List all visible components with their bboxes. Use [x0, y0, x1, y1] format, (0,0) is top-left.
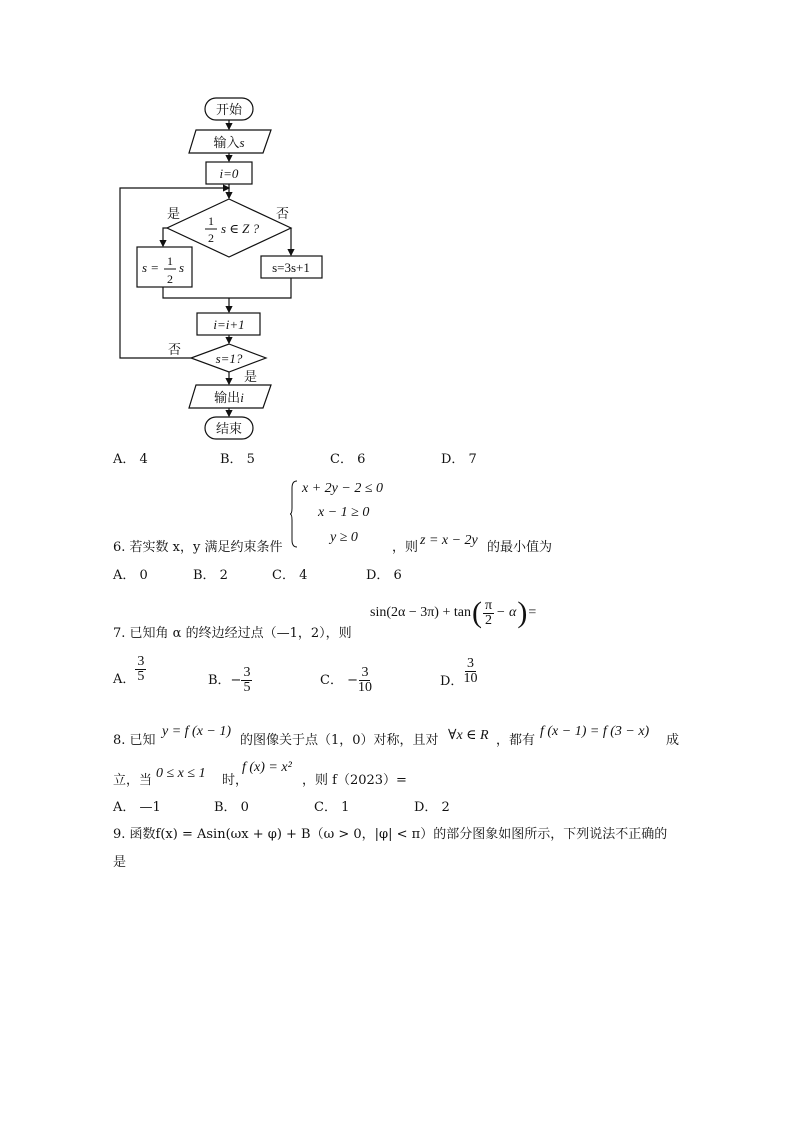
q8-option-b[interactable]: B． 0: [214, 800, 249, 815]
q8-line1-b: 的图像关于点（1，0）对称，且对: [240, 733, 439, 748]
flow-cond1-frac-den: 2: [208, 231, 214, 245]
q7-option-a[interactable]: [113, 650, 146, 688]
flow-yes-label-2: 是: [244, 369, 258, 384]
flow-cond1-frac-num: 1: [208, 214, 214, 228]
q9-line1: 9. 函数f(x) = Asin(ωx + φ) + B（ω > 0，|φ| < π）的部分图象如图所示，下列说法不正确的: [113, 827, 668, 842]
q6-constraint-3: y ≥ 0: [330, 530, 358, 545]
q5-option-d[interactable]: D． 7: [441, 452, 477, 467]
q6-constraint-2: x − 1 ≥ 0: [318, 505, 370, 520]
q6-stem: [113, 540, 282, 556]
flow-input-var: s: [239, 135, 245, 150]
q7-option-c-label: C． −: [320, 672, 358, 688]
flow-init-label: i=0: [219, 166, 239, 181]
q8-range: 0 ≤ x ≤ 1: [156, 766, 206, 781]
q7-option-d[interactable]: [440, 652, 477, 690]
flow-no-label-2: 否: [168, 342, 182, 357]
q8-option-a[interactable]: A． —1: [113, 800, 161, 815]
q7-option-b-num: 3: [243, 665, 251, 680]
flow-left-box-prefix: s =: [142, 260, 160, 275]
q8-forall: ∀x ∈ R: [448, 728, 489, 743]
q8-line1-c: ，都有: [496, 733, 536, 748]
q7-expr-frac-num: π: [484, 597, 493, 613]
q6-constraint-1: x + 2y − 2 ≤ 0: [302, 481, 384, 496]
q5-option-b[interactable]: B． 5: [220, 452, 255, 467]
q5-option-c[interactable]: C． 6: [330, 452, 366, 467]
q8-line1-a: 8. 已知: [113, 733, 156, 748]
flow-cond1-rest: s ∈ Z ?: [221, 221, 260, 236]
q8-func1: y = f (x − 1): [162, 724, 232, 739]
q6-objective: z = x − 2y: [420, 533, 478, 548]
q7-option-a-num: 3: [137, 653, 145, 669]
q8-func-eq: f (x − 1) = f (3 − x): [540, 724, 650, 739]
q7-option-a-den: 5: [137, 668, 145, 684]
q7-option-d-den: 10: [463, 670, 478, 686]
flowchart: [100, 90, 360, 450]
q6-option-d[interactable]: D． 6: [366, 568, 402, 583]
q7-stem: 7. 已知角 α 的终边经过点（—1，2），则: [113, 626, 352, 641]
q7-option-d-num: 3: [466, 655, 474, 671]
q7-option-d-label: D．: [440, 674, 464, 689]
q7-expression: sin(2α − 3π) + tan ( $\frac{\pi}{2}$ − α ) =: [370, 596, 537, 629]
flow-left-box-num: 1: [167, 254, 173, 268]
flow-right-box-label: s=3s+1: [272, 260, 310, 275]
q7-option-c-num: 3: [361, 665, 369, 680]
q8-option-c[interactable]: C． 1: [314, 800, 350, 815]
q7-option-c-den: 10: [357, 680, 372, 695]
flow-end-label: 结束: [215, 421, 243, 436]
q6-stem-mid: ，则: [392, 540, 419, 555]
flow-increment-label: i=i+1: [213, 317, 245, 332]
flow-yes-label-1: 是: [167, 206, 181, 221]
q7-expr-eq: =: [528, 605, 537, 620]
q8-fx: f (x) = x²: [242, 760, 292, 775]
q6-constraint-brace: [290, 480, 298, 548]
q6-option-c[interactable]: C． 4: [272, 568, 308, 583]
q8-line1-d: 成: [666, 733, 680, 748]
q7-option-c[interactable]: [320, 666, 372, 695]
flow-no-label-1: 否: [276, 206, 290, 221]
q7-expr-right: − α: [496, 605, 517, 620]
q8-option-d[interactable]: D． 2: [414, 800, 450, 815]
q9-line2: 是: [113, 855, 127, 870]
q8-line2-a: 立，当: [113, 773, 153, 788]
svg-text:输入s: [213, 135, 244, 151]
q6-stem-suffix: 的最小值为: [487, 540, 553, 555]
flow-left-box-den: 2: [167, 272, 173, 286]
flow-start-label: 开始: [215, 102, 243, 117]
q7-option-a-label: A．: [113, 672, 136, 687]
flow-cond2-label: s=1?: [215, 351, 243, 366]
q7-expr-frac-den: 2: [485, 612, 492, 628]
flow-left-box-suffix: s: [179, 260, 185, 275]
q5-option-a[interactable]: A． 4: [113, 452, 148, 467]
q6-option-b[interactable]: B． 2: [193, 568, 228, 583]
q6-stem-prefix: 6. 若实数 x，y 满足约束条件: [113, 540, 283, 555]
flow-output-var: i: [240, 390, 244, 405]
q6-option-a[interactable]: A． 0: [113, 568, 148, 583]
flow-input-label: 输入: [213, 136, 240, 151]
q8-line2-b: 时，: [222, 773, 249, 788]
q7-option-b-label: B．−: [208, 672, 242, 688]
svg-text:输出i: [214, 390, 244, 406]
q8-line2-c: ，则 f（2023）=: [302, 773, 407, 788]
q7-option-b-den: 5: [243, 680, 251, 695]
q6-stem-tail: [392, 540, 418, 556]
q7-option-b[interactable]: [208, 666, 252, 695]
flow-output-label: 输出: [214, 391, 241, 406]
q7-expr-left: sin(2α − 3π) + tan: [370, 605, 471, 620]
